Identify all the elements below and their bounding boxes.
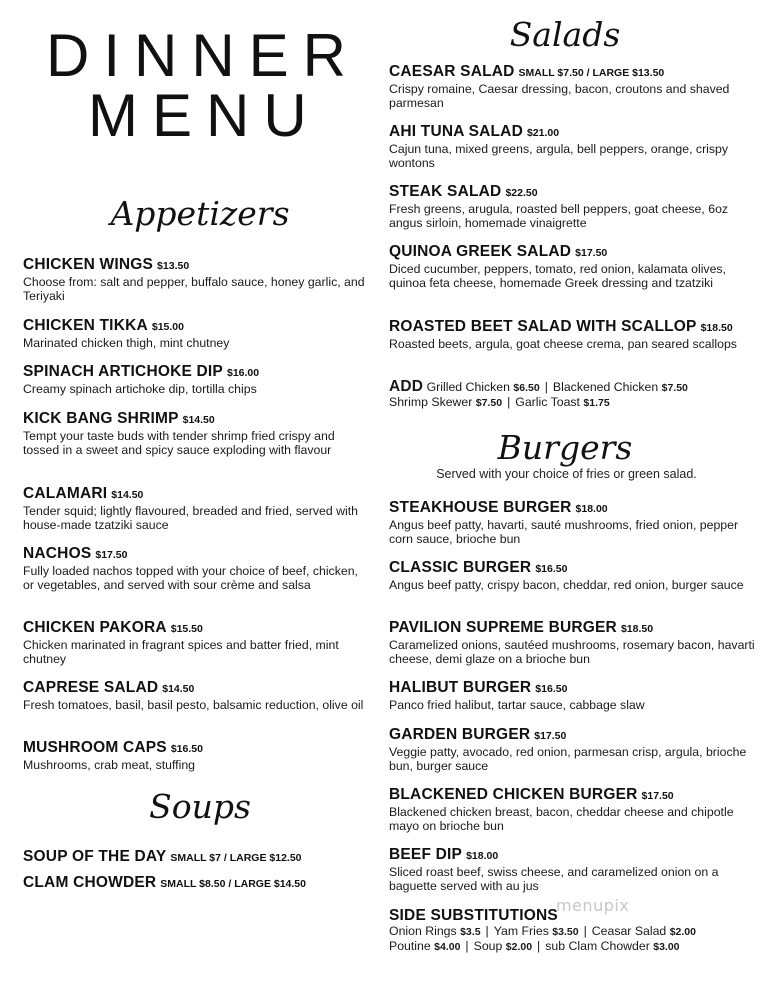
add-on-name: Grilled Chicken <box>426 380 510 394</box>
item-description: Fresh tomatoes, basil, basil pesto, balsamic reduction, olive oil <box>23 698 364 712</box>
item-name: BEEF DIP <box>389 846 463 863</box>
item-price: $17.50 <box>95 549 128 561</box>
menu-item <box>389 559 759 592</box>
add-on-price: $7.50 <box>661 382 688 394</box>
menu-item <box>23 256 368 303</box>
item-description: Tender squid; lightly flavoured, breaded and fried, served with house-made tzatziki sauce <box>23 504 358 532</box>
side-name: Onion Rings <box>389 924 457 938</box>
item-name: MUSHROOM CAPS <box>23 739 167 756</box>
menu-item <box>389 786 759 833</box>
item-name: SPINACH ARTICHOKE DIP <box>23 363 223 380</box>
menu-item <box>23 410 368 457</box>
side-name: Soup <box>473 939 503 953</box>
item-description: Tempt your taste buds with tender shrimp fried crispy and tossed in a sweet and spicy sauce exploding with flavour <box>23 429 335 457</box>
item-description: Diced cucumber, peppers, tomato, red onion, kalamata olives, quinoa feta cheese, homemade Greek dressing and tzatziki <box>389 262 726 290</box>
item-price: $15.00 <box>151 321 184 333</box>
item-name: GARDEN BURGER <box>389 726 531 743</box>
item-name: CAESAR SALAD <box>389 63 515 80</box>
item-description: Sliced roast beef, swiss cheese, and caramelized onion on a baguette served with au jus <box>389 865 719 893</box>
item-description: Crispy romaine, Caesar dressing, bacon, croutons and shaved parmesan <box>389 82 730 110</box>
item-description: Blackened chicken breast, bacon, cheddar cheese and chipotle mayo on brioche bun <box>389 805 734 833</box>
item-name: ROASTED BEET SALAD WITH SCALLOP <box>389 318 697 335</box>
item-price: $14.50 <box>182 414 215 426</box>
add-label: ADD <box>389 378 424 395</box>
watermark: menupix <box>556 896 630 915</box>
item-name: QUINOA GREEK SALAD <box>389 243 572 260</box>
add-on-price: $7.50 <box>475 397 503 409</box>
side-price: $3.00 <box>653 941 680 953</box>
menu-title <box>46 22 366 149</box>
item-price: $13.50 <box>157 260 190 272</box>
add-on-name: Shrimp Skewer <box>389 395 473 409</box>
add-on-name: Blackened Chicken <box>552 380 659 394</box>
item-name: BLACKENED CHICKEN BURGER <box>389 786 638 803</box>
menu-item <box>389 619 759 666</box>
item-name: CALAMARI <box>23 485 108 502</box>
item-price: $16.50 <box>170 743 203 755</box>
item-name: AHI TUNA SALAD <box>389 123 523 140</box>
menu-item <box>23 317 368 350</box>
item-price: $14.50 <box>162 683 195 695</box>
menu-item <box>389 243 759 290</box>
item-price: $16.50 <box>535 683 568 695</box>
item-description: Creamy spinach artichoke dip, tortilla chips <box>23 382 257 396</box>
item-description: Roasted beets, argula, goat cheese crema, pan seared scallops <box>389 337 737 351</box>
menu-item <box>389 318 759 351</box>
item-price: $18.00 <box>575 503 608 515</box>
burgers-note: Served with your choice of fries or green salad. <box>436 467 697 481</box>
item-name: HALIBUT BURGER <box>389 679 532 696</box>
soups-heading: Soups <box>149 787 251 826</box>
item-description: Angus beef patty, havarti, sauté mushrooms, fried onion, pepper corn sauce, brioche bun <box>389 518 739 546</box>
menu-item <box>23 545 368 592</box>
add-on-name: Garlic Toast <box>515 395 580 409</box>
side-name: Yam Fries <box>493 924 549 938</box>
appetizers-heading: Appetizers <box>110 194 290 233</box>
menu-item <box>389 679 759 712</box>
item-description: Fully loaded nachos topped with your choice of beef, chicken, or vegetables, and served with sour crème and salsa <box>23 564 358 592</box>
item-price: $16.00 <box>226 367 260 379</box>
item-name: KICK BANG SHRIMP <box>23 410 179 427</box>
item-description: Angus beef patty, crispy bacon, cheddar, red onion, burger sauce <box>389 578 744 592</box>
menu-item <box>389 499 759 546</box>
item-price: SMALL $7 / LARGE $12.50 <box>170 852 302 864</box>
item-description: Choose from: salt and pepper, buffalo sauce, honey garlic, and Teriyaki <box>23 275 365 303</box>
item-price: $22.50 <box>505 187 538 199</box>
item-description: Marinated chicken thigh, mint chutney <box>23 336 230 350</box>
item-name: STEAKHOUSE BURGER <box>389 499 572 516</box>
item-name: CHICKEN PAKORA <box>23 619 167 636</box>
side-price: $3.50 <box>552 926 579 938</box>
salad-add-ons: ADD Grilled Chicken $6.50 | Blackened Chicken $7.50 Shrimp Skewer $7.50 | Garlic Toast $1.75 <box>389 378 688 409</box>
item-description: Cajun tuna, mixed greens, argula, bell peppers, orange, crispy wontons <box>389 142 729 170</box>
item-price: $14.50 <box>111 489 144 501</box>
side-name: Ceasar Salad <box>591 924 667 938</box>
item-price: $17.50 <box>641 790 674 802</box>
item-name: SOUP OF THE DAY <box>23 848 167 865</box>
item-name: CHICKEN TIKKA <box>23 317 148 334</box>
item-price: $16.50 <box>535 563 568 575</box>
item-price: $18.50 <box>620 623 654 635</box>
side-substitutions-title: SIDE SUBSTITUTIONS <box>389 907 558 924</box>
salads-heading: Salads <box>509 15 621 54</box>
menu-item <box>23 874 368 893</box>
burgers-heading: Burgers <box>497 428 633 467</box>
menu-item <box>389 726 759 773</box>
side-price: $4.00 <box>434 941 461 953</box>
menu-item <box>389 846 759 893</box>
menu-item <box>23 485 368 532</box>
add-on-price: $1.75 <box>583 397 610 409</box>
menu-item <box>23 739 368 772</box>
item-description: Chicken marinated in fragrant spices and batter fried, mint chutney <box>23 638 339 666</box>
menu-item <box>23 363 368 396</box>
item-name: NACHOS <box>23 545 92 562</box>
item-name: PAVILION SUPREME BURGER <box>389 619 617 636</box>
menu-item <box>389 63 759 110</box>
menu-item <box>23 679 368 712</box>
side-substitutions: SIDE SUBSTITUTIONS Onion Rings $3.5 | Yam Fries $3.50 | Ceasar Salad $2.00 Poutine $4.00 | Soup $2.00 | sub Clam Chowder $3.00 <box>389 907 759 954</box>
item-description: Veggie patty, avocado, red onion, parmesan crisp, argula, brioche bun, burger sauce <box>389 745 747 773</box>
item-name: CLASSIC BURGER <box>389 559 532 576</box>
item-price: $21.00 <box>526 127 560 139</box>
menu-item <box>23 848 368 867</box>
item-price: $15.50 <box>170 623 203 635</box>
side-price: $2.00 <box>505 941 533 953</box>
item-price: SMALL $7.50 / LARGE $13.50 <box>518 67 665 79</box>
item-price: $18.00 <box>466 850 499 862</box>
add-on-price: $6.50 <box>513 382 540 394</box>
menu-item <box>23 619 368 666</box>
item-description: Mushrooms, crab meat, stuffing <box>23 758 196 772</box>
item-price: $17.50 <box>534 730 567 742</box>
item-name: CLAM CHOWDER <box>23 874 157 891</box>
item-price: $17.50 <box>575 247 608 259</box>
menu-item <box>389 183 759 230</box>
item-name: STEAK SALAD <box>389 183 502 200</box>
menu-title-line1: DINNER <box>46 22 361 89</box>
side-price: $3.5 <box>460 926 481 938</box>
item-description: Panco fried halibut, tartar sauce, cabbage slaw <box>389 698 645 712</box>
menu-title-line2: MENU <box>88 82 321 149</box>
side-price: $2.00 <box>669 926 696 938</box>
menu-item <box>389 123 759 170</box>
side-name: sub Clam Chowder <box>545 939 650 953</box>
item-price: $18.50 <box>700 322 733 334</box>
item-description: Caramelized onions, sautéed mushrooms, rosemary bacon, havarti cheese, demi glaze on a brioche bun <box>389 638 755 666</box>
side-name: Poutine <box>389 939 431 953</box>
item-name: CAPRESE SALAD <box>23 679 159 696</box>
item-price: SMALL $8.50 / LARGE $14.50 <box>160 878 306 890</box>
item-name: CHICKEN WINGS <box>23 256 154 273</box>
item-description: Fresh greens, arugula, roasted bell peppers, goat cheese, 6oz angus sirloin, homemade vinaigrette <box>389 202 729 230</box>
